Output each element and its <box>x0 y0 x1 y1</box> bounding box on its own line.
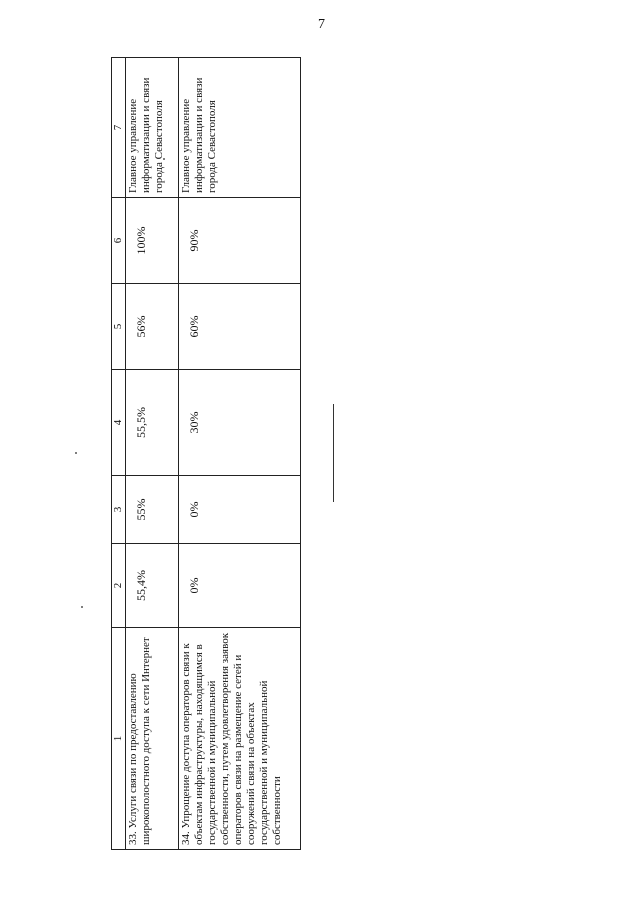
table-row <box>126 58 179 850</box>
value-text: 55% <box>134 498 148 521</box>
table-row <box>179 58 301 850</box>
rotated-table-wrapper <box>111 58 301 850</box>
value-text: 0% <box>187 501 201 518</box>
value-text: 55,4% <box>134 570 148 601</box>
responsible-cell: Главное управление информатизации и связи города Севастополя <box>179 58 301 198</box>
header-cell: 1 <box>112 628 126 850</box>
header-cell: 3 <box>112 476 126 544</box>
value-cell <box>179 370 301 476</box>
value-text: 56% <box>134 315 148 338</box>
indicators-table <box>111 57 301 850</box>
value-cell <box>179 476 301 544</box>
indicators-table-frame <box>111 58 301 850</box>
indicator-cell: 33. Услуги связи по предоставлению широкополостного доступа к сети Интернет <box>126 628 179 850</box>
value-cell <box>126 198 179 284</box>
page-number: 7 <box>318 17 325 32</box>
responsible-cell: Главное управление информатизации и связи города Севастополя <box>126 58 179 198</box>
closing-rule <box>333 404 334 502</box>
value-cell <box>126 284 179 370</box>
header-cell: 4 <box>112 370 126 476</box>
value-text: 60% <box>187 315 201 338</box>
value-cell <box>179 544 301 628</box>
header-row <box>112 58 126 850</box>
value-cell <box>179 284 301 370</box>
header-cell: 6 <box>112 198 126 284</box>
header-cell: 2 <box>112 544 126 628</box>
scan-speck <box>75 452 77 454</box>
value-cell <box>179 198 301 284</box>
value-cell <box>126 476 179 544</box>
header-cell: 5 <box>112 284 126 370</box>
indicator-cell: 34. Упрощение доступа операторов связи к объектам инфраструктуры, находящимся в государственной и муниципальной собственности, путем удовлетворения заявок операторов связи на размещение сетей и сооружений связи на объектах государственной и муниципальной собственности <box>179 628 301 850</box>
scan-speck <box>81 606 83 608</box>
value-text: 55,5% <box>134 407 148 438</box>
value-text: 30% <box>187 411 201 434</box>
value-text: 90% <box>187 229 201 252</box>
value-text: 0% <box>187 577 201 594</box>
value-text: 100% <box>134 226 148 255</box>
header-cell: 7 <box>112 58 126 198</box>
value-cell <box>126 544 179 628</box>
value-cell <box>126 370 179 476</box>
